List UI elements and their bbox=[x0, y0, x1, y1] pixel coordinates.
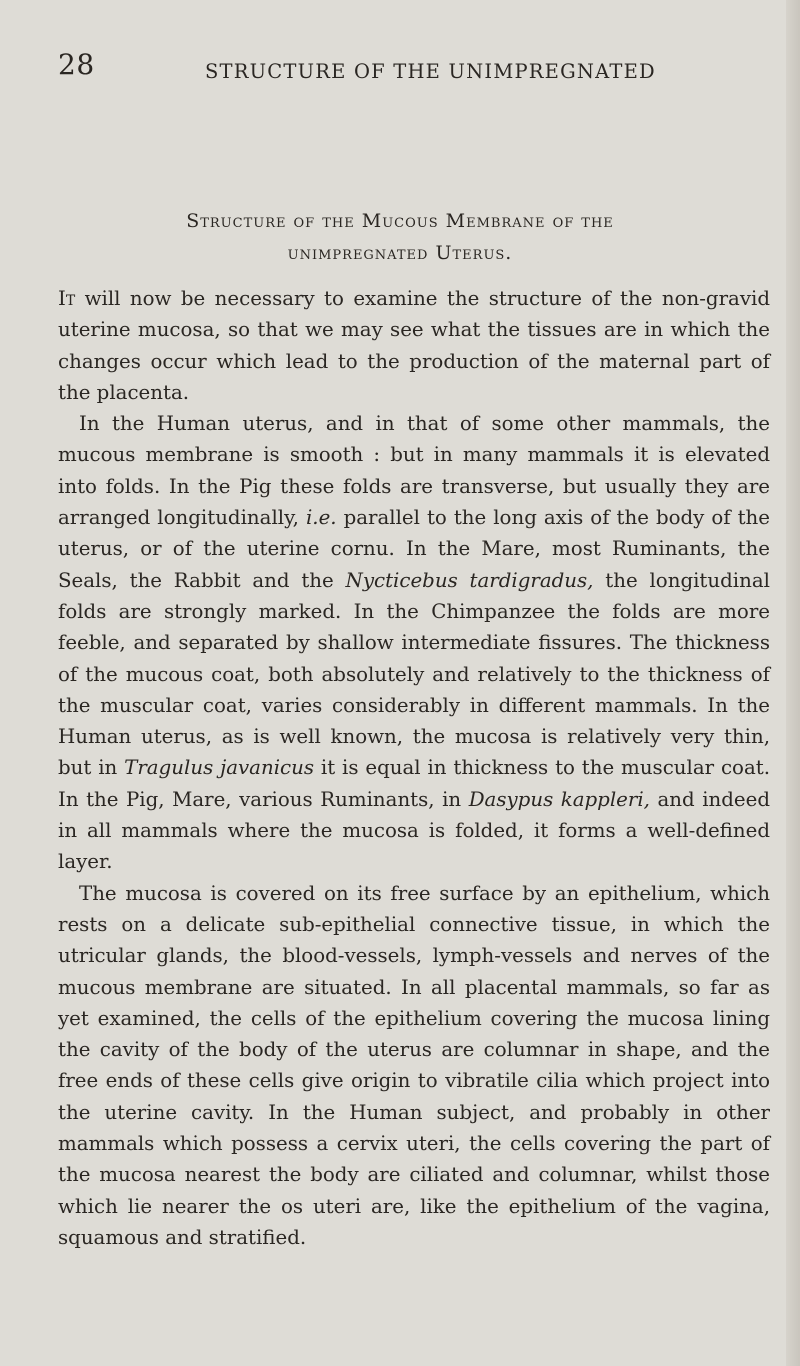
species-nycticebus: Nycticebus tardigradus, bbox=[345, 568, 594, 592]
page-number: 28 bbox=[58, 48, 95, 81]
paragraph-1 bbox=[58, 283, 770, 408]
paragraph-2-ie: i.e. bbox=[305, 506, 337, 530]
paragraph-1-text: will now be necessary to examine the structure of the non-gravid uterine mucosa, so that we may see what the tissues are in which the changes occur which lead to the production of the maternal part of the placenta. bbox=[58, 287, 770, 404]
section-title-line-2: unimpregnated Uterus. bbox=[287, 242, 513, 264]
paragraph-3 bbox=[58, 878, 770, 1254]
body-text bbox=[58, 283, 770, 1253]
paragraph-2-seg-1: In the Human uterus, and in that of some other mammals, the mucous membrane is smooth : but in many mammals it is elevated into folds. In the Pig these folds are transverse, but usually they are arranged longitudinally, bbox=[58, 412, 770, 530]
running-head: STRUCTURE OF THE UNIMPREGNATED bbox=[205, 60, 656, 83]
paragraph-2-seg-5: the longitudinal folds are strongly marked. In the Chimpanzee the folds are more feeble, and separated by shallow intermediate fissures. The thickness of the mucous coat, both absolutely and relatively to the thickness of the muscular coat, varies considerably in different mammals. In the Human uterus, as is well known, the mucosa is relatively very thin, but in bbox=[58, 568, 770, 780]
species-tragulus: Tragulus javanicus bbox=[124, 756, 315, 780]
species-dasypus: Dasypus kappleri, bbox=[468, 787, 650, 811]
paragraph-2 bbox=[58, 408, 770, 877]
paragraph-2-seg-3: parallel to the long axis of the body of the uterus, or of the uterine cornu. In the Mare, most Ruminants, the Seals, the Rabbit and the bbox=[58, 506, 770, 592]
paragraph-2-seg-9: and indeed in all mammals where the mucosa is folded, it forms a well-defined layer. bbox=[58, 787, 770, 874]
section-title-line-1: Structure of the Mucous Membrane of the bbox=[186, 210, 614, 232]
paragraph-2-seg-7: it is equal in thickness to the muscular coat. In the Pig, Mare, various Ruminants, in bbox=[58, 756, 770, 811]
section-title bbox=[0, 205, 800, 269]
paragraph-3-text: The mucosa is covered on its free surface by an epithelium, which rests on a delicate sub-epithelial connective tissue, in which the utricular glands, the blood-vessels, lymph-vessels and nerves of the mucous membrane are situated. In all placental mammals, so far as yet examined, the cells of the epithelium covering the mucosa lining the cavity of the body of the uterus are columnar in shape, and the free ends of these cells give origin to vibratile cilia which project into the uterine cavity. In the Human subject, and probably in other mammals which possess a cervix uteri, the cells covering the part of the mucosa nearest the body are ciliated and columnar, whilst those which lie nearer the os uteri are, like the epithelium of the vagina, squamous and stratified. bbox=[58, 881, 770, 1249]
paragraph-1-lead: It bbox=[58, 287, 76, 310]
